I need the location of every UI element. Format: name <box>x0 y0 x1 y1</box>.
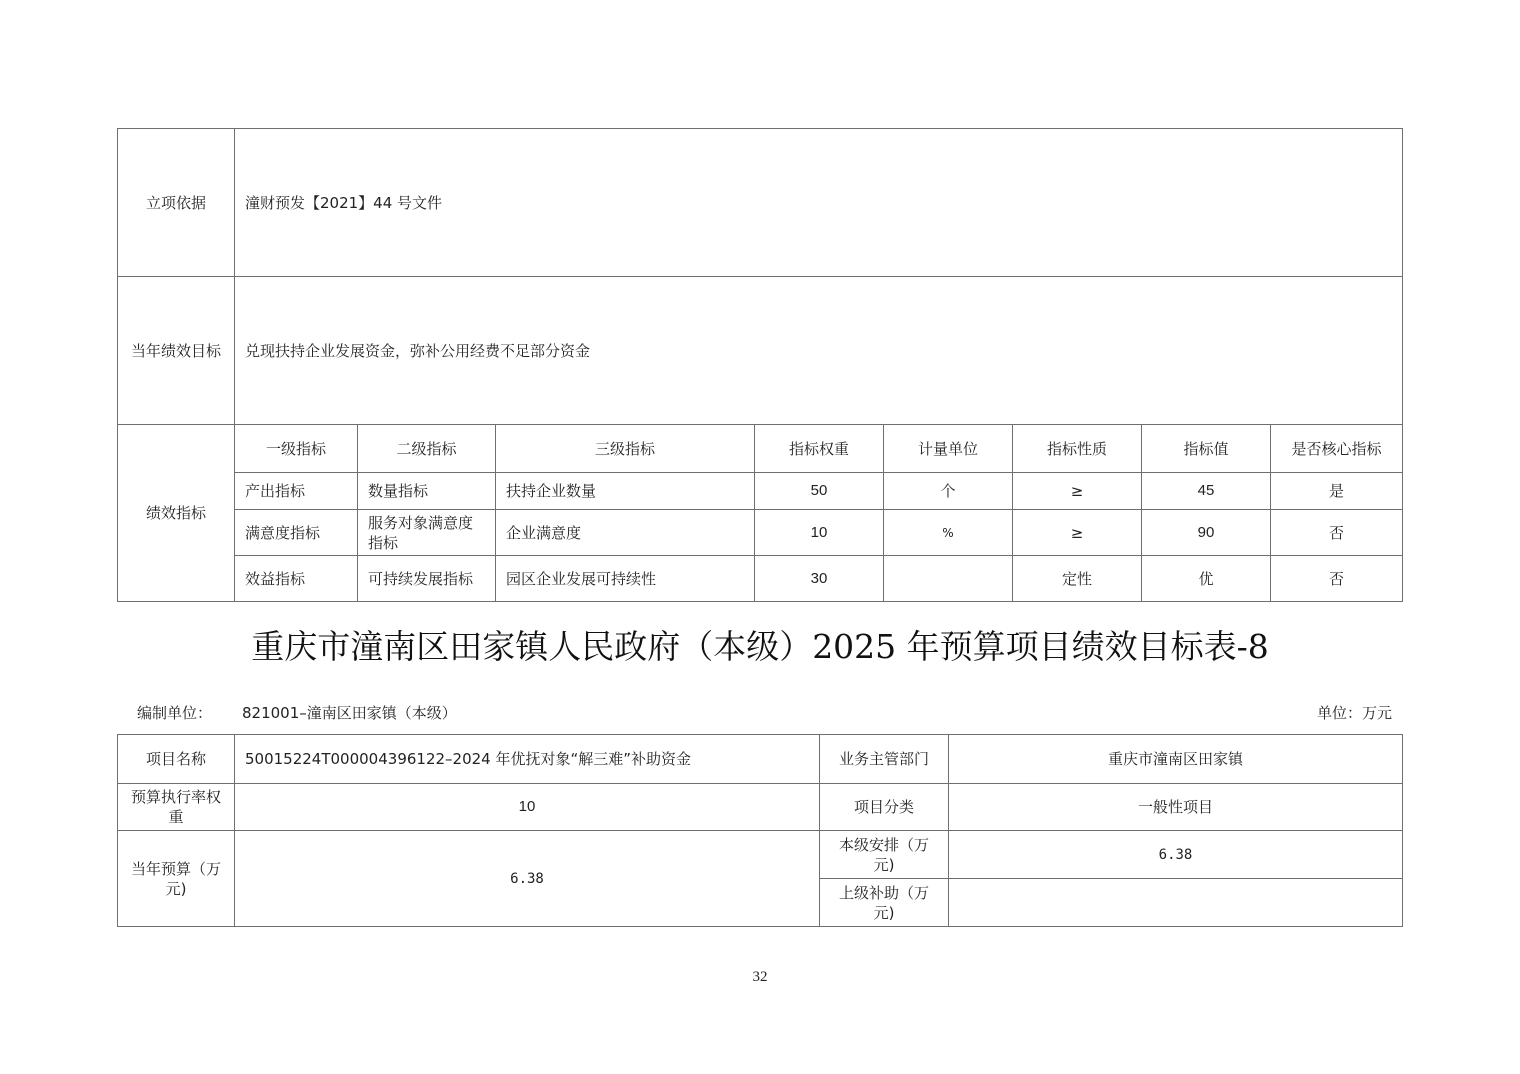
project-category-label: 项目分类 <box>820 784 949 831</box>
annual-goal-value: 兑现扶持企业发展资金，弥补公用经费不足部分资金 <box>235 277 1403 425</box>
document-title: 重庆市潼南区田家镇人民政府（本级）2025 年预算项目绩效目标表-8 <box>251 627 1269 666</box>
indicator-label: 绩效指标 <box>118 425 235 602</box>
cell-level3: 园区企业发展可持续性 <box>496 556 755 602</box>
cell-level2: 数量指标 <box>358 473 496 510</box>
execution-weight-label: 预算执行率权重 <box>118 784 235 831</box>
basis-value: 潼财预发【2021】44 号文件 <box>235 129 1403 277</box>
cell-level3: 扶持企业数量 <box>496 473 755 510</box>
table-row <box>118 556 1403 602</box>
superior-subsidy-label: 上级补助（万元) <box>820 879 949 927</box>
header-nature: 指标性质 <box>1013 425 1142 473</box>
cell-level1: 效益指标 <box>235 556 358 602</box>
local-arrangement-label: 本级安排（万元) <box>820 831 949 879</box>
project-name-label: 项目名称 <box>118 735 235 784</box>
cell-level2: 服务对象满意度指标 <box>358 510 496 556</box>
currency-unit: 单位：万元 <box>1316 704 1392 722</box>
execution-weight-value: 10 <box>235 784 820 831</box>
cell-weight: 30 <box>755 556 884 602</box>
header-level2: 二级指标 <box>358 425 496 473</box>
superior-subsidy-value <box>949 879 1403 927</box>
cell-level3: 企业满意度 <box>496 510 755 556</box>
header-unit: 计量单位 <box>884 425 1013 473</box>
annual-goal-label: 当年绩效目标 <box>118 277 235 425</box>
department-label: 业务主管部门 <box>820 735 949 784</box>
header-core: 是否核心指标 <box>1271 425 1403 473</box>
header-weight: 指标权重 <box>755 425 884 473</box>
basis-label: 立项依据 <box>118 129 235 277</box>
compiling-unit-value: 821001–潼南区田家镇（本级） <box>242 704 457 722</box>
header-level1: 一级指标 <box>235 425 358 473</box>
project-name-value: 50015224T000004396122–2024 年优抚对象“解三难”补助资金 <box>235 735 820 784</box>
cell-weight: 50 <box>755 473 884 510</box>
annual-budget-label: 当年预算（万元) <box>118 831 235 927</box>
cell-weight: 10 <box>755 510 884 556</box>
cell-level1: 产出指标 <box>235 473 358 510</box>
cell-level2: 可持续发展指标 <box>358 556 496 602</box>
cell-nature: 定性 <box>1013 556 1142 602</box>
annual-budget-value: 6.38 <box>235 831 820 927</box>
department-value: 重庆市潼南区田家镇 <box>949 735 1403 784</box>
compiling-unit-label: 编制单位： <box>137 704 213 722</box>
cell-core: 否 <box>1271 510 1403 556</box>
table-row <box>118 473 1403 510</box>
local-arrangement-value: 6.38 <box>949 831 1403 879</box>
header-value: 指标值 <box>1142 425 1271 473</box>
project-info-table <box>117 734 1403 927</box>
performance-table-previous <box>117 128 1403 602</box>
table-row <box>118 510 1403 556</box>
cell-value: 45 <box>1142 473 1271 510</box>
cell-core: 是 <box>1271 473 1403 510</box>
cell-value: 优 <box>1142 556 1271 602</box>
page-number: 32 <box>752 969 768 985</box>
cell-nature: ≥ <box>1013 473 1142 510</box>
cell-nature: ≥ <box>1013 510 1142 556</box>
cell-value: 90 <box>1142 510 1271 556</box>
cell-level1: 满意度指标 <box>235 510 358 556</box>
meta-row <box>137 702 1392 724</box>
cell-unit: 个 <box>884 473 1013 510</box>
cell-unit <box>884 556 1013 602</box>
cell-unit: % <box>884 510 1013 556</box>
header-level3: 三级指标 <box>496 425 755 473</box>
project-category-value: 一般性项目 <box>949 784 1403 831</box>
cell-core: 否 <box>1271 556 1403 602</box>
